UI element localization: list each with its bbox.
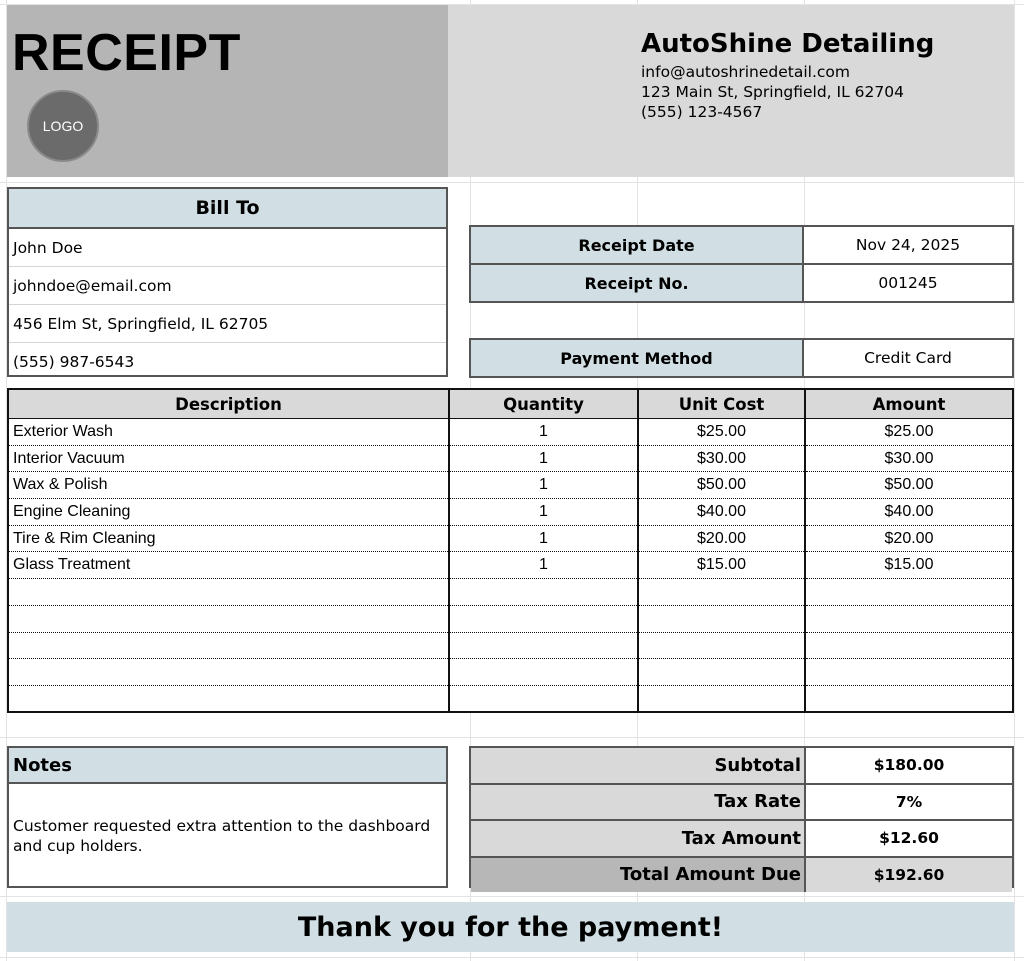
cell-amount[interactable] bbox=[805, 685, 1012, 711]
cell-unit-cost[interactable] bbox=[638, 659, 805, 686]
cell-quantity[interactable] bbox=[449, 685, 638, 711]
table-header-row bbox=[9, 390, 1012, 419]
cell-unit-cost[interactable]: $20.00 bbox=[638, 525, 805, 552]
cell-amount[interactable]: $30.00 bbox=[805, 445, 1012, 472]
table-row bbox=[9, 419, 1012, 446]
sheet-gridline bbox=[0, 896, 1024, 897]
cell-amount[interactable]: $15.00 bbox=[805, 552, 1012, 579]
column-header-description: Description bbox=[9, 390, 449, 419]
totals-box bbox=[469, 746, 1014, 888]
sheet-gridline bbox=[1014, 0, 1015, 961]
payment-method-box bbox=[469, 338, 1014, 378]
bill-to-name-text: John Doe bbox=[13, 238, 83, 257]
cell-quantity[interactable]: 1 bbox=[449, 525, 638, 552]
cell-unit-cost[interactable]: $40.00 bbox=[638, 499, 805, 526]
cell-description[interactable]: Exterior Wash bbox=[9, 419, 449, 446]
sheet-gridline bbox=[0, 182, 1024, 183]
table-row bbox=[9, 579, 1012, 606]
business-email: info@autoshrinedetail.com bbox=[641, 63, 850, 81]
bill-to-address[interactable] bbox=[9, 305, 446, 343]
cell-description[interactable]: Engine Cleaning bbox=[9, 499, 449, 526]
cell-quantity[interactable]: 1 bbox=[449, 472, 638, 499]
bill-to-email[interactable] bbox=[9, 267, 446, 305]
cell-quantity[interactable]: 1 bbox=[449, 419, 638, 446]
thank-you-text: Thank you for the payment! bbox=[297, 911, 724, 943]
subtotal-row bbox=[471, 748, 1012, 783]
column-header-unit-cost: Unit Cost bbox=[638, 390, 805, 419]
header-right-panel bbox=[448, 5, 1014, 177]
table-row bbox=[9, 472, 1012, 499]
table-row bbox=[9, 445, 1012, 472]
cell-description[interactable] bbox=[9, 605, 449, 632]
cell-unit-cost[interactable]: $30.00 bbox=[638, 445, 805, 472]
cell-description[interactable] bbox=[9, 659, 449, 686]
payment-method-label: Payment Method bbox=[471, 340, 804, 376]
column-header-amount: Amount bbox=[805, 390, 1012, 419]
cell-description[interactable]: Wax & Polish bbox=[9, 472, 449, 499]
table-row bbox=[9, 605, 1012, 632]
business-name: AutoShine Detailing bbox=[641, 29, 935, 59]
notes-text[interactable]: Customer requested extra attention to the dashboard and cup holders. bbox=[13, 817, 431, 855]
cell-unit-cost[interactable] bbox=[638, 605, 805, 632]
cell-description[interactable]: Glass Treatment bbox=[9, 552, 449, 579]
bill-to-email-text: johndoe@email.com bbox=[13, 276, 172, 295]
table-row bbox=[9, 499, 1012, 526]
table-row bbox=[9, 525, 1012, 552]
total-due-value[interactable]: $192.60 bbox=[806, 858, 1012, 893]
cell-amount[interactable]: $25.00 bbox=[805, 419, 1012, 446]
cell-unit-cost[interactable] bbox=[638, 579, 805, 606]
cell-quantity[interactable] bbox=[449, 659, 638, 686]
payment-method-value[interactable]: Credit Card bbox=[864, 349, 952, 367]
receipt-date-row bbox=[471, 227, 1012, 263]
receipt-number-label: Receipt No. bbox=[471, 265, 804, 301]
tax-rate-label: Tax Rate bbox=[471, 785, 806, 820]
logo-placeholder bbox=[27, 90, 99, 162]
bill-to-phone-text: (555) 987-6543 bbox=[13, 352, 135, 371]
notes-box bbox=[7, 746, 448, 888]
receipt-title: RECEIPT bbox=[12, 24, 241, 82]
cell-amount[interactable] bbox=[805, 659, 1012, 686]
cell-quantity[interactable] bbox=[449, 579, 638, 606]
subtotal-label: Subtotal bbox=[471, 748, 806, 783]
table-row bbox=[9, 685, 1012, 711]
tax-amount-value[interactable]: $12.60 bbox=[879, 829, 939, 848]
cell-quantity[interactable] bbox=[449, 632, 638, 659]
total-due-row bbox=[471, 856, 1012, 893]
notes-heading: Notes bbox=[9, 748, 446, 784]
tax-amount-label: Tax Amount bbox=[471, 821, 806, 856]
header-left-panel bbox=[7, 5, 448, 177]
receipt-info-box bbox=[469, 225, 1014, 303]
bill-to-phone[interactable] bbox=[9, 343, 446, 380]
bill-to-box bbox=[7, 187, 448, 377]
tax-rate-value[interactable]: 7% bbox=[895, 792, 923, 811]
cell-unit-cost[interactable]: $15.00 bbox=[638, 552, 805, 579]
line-items-table bbox=[7, 388, 1014, 713]
cell-amount[interactable]: $50.00 bbox=[805, 472, 1012, 499]
receipt-number-value[interactable]: 001245 bbox=[878, 274, 938, 292]
cell-quantity[interactable] bbox=[449, 605, 638, 632]
business-address: 123 Main St, Springfield, IL 62704 bbox=[641, 83, 904, 101]
cell-quantity[interactable]: 1 bbox=[449, 552, 638, 579]
cell-quantity[interactable]: 1 bbox=[449, 499, 638, 526]
cell-unit-cost[interactable]: $50.00 bbox=[638, 472, 805, 499]
cell-description[interactable] bbox=[9, 579, 449, 606]
cell-description[interactable] bbox=[9, 632, 449, 659]
cell-amount[interactable]: $20.00 bbox=[805, 525, 1012, 552]
tax-rate-row bbox=[471, 783, 1012, 820]
receipt-number-row bbox=[471, 263, 1012, 301]
table-row bbox=[9, 659, 1012, 686]
cell-amount[interactable]: $40.00 bbox=[805, 499, 1012, 526]
receipt-date-value[interactable]: Nov 24, 2025 bbox=[855, 236, 961, 254]
receipt-date-label: Receipt Date bbox=[471, 227, 804, 263]
table-row bbox=[9, 632, 1012, 659]
cell-description[interactable]: Interior Vacuum bbox=[9, 445, 449, 472]
bill-to-name[interactable] bbox=[9, 229, 446, 267]
cell-unit-cost[interactable]: $25.00 bbox=[638, 419, 805, 446]
sheet-gridline bbox=[0, 957, 1024, 958]
cell-amount[interactable] bbox=[805, 605, 1012, 632]
column-header-quantity: Quantity bbox=[449, 390, 638, 419]
business-phone: (555) 123-4567 bbox=[641, 103, 763, 121]
total-due-label: Total Amount Due bbox=[471, 858, 806, 893]
cell-unit-cost[interactable] bbox=[638, 632, 805, 659]
logo-text: LOGO bbox=[42, 118, 84, 134]
thank-you-banner bbox=[7, 902, 1014, 952]
bill-to-address-text: 456 Elm St, Springfield, IL 62705 bbox=[13, 314, 269, 333]
bill-to-heading: Bill To bbox=[9, 189, 446, 229]
cell-amount[interactable] bbox=[805, 579, 1012, 606]
payment-method-row bbox=[471, 340, 1012, 376]
tax-amount-row bbox=[471, 819, 1012, 856]
table-row bbox=[9, 552, 1012, 579]
subtotal-value[interactable]: $180.00 bbox=[873, 756, 945, 775]
cell-quantity[interactable]: 1 bbox=[449, 445, 638, 472]
cell-amount[interactable] bbox=[805, 632, 1012, 659]
cell-unit-cost[interactable] bbox=[638, 685, 805, 711]
sheet-gridline bbox=[0, 737, 1024, 738]
cell-description[interactable]: Tire & Rim Cleaning bbox=[9, 525, 449, 552]
cell-description[interactable] bbox=[9, 685, 449, 711]
